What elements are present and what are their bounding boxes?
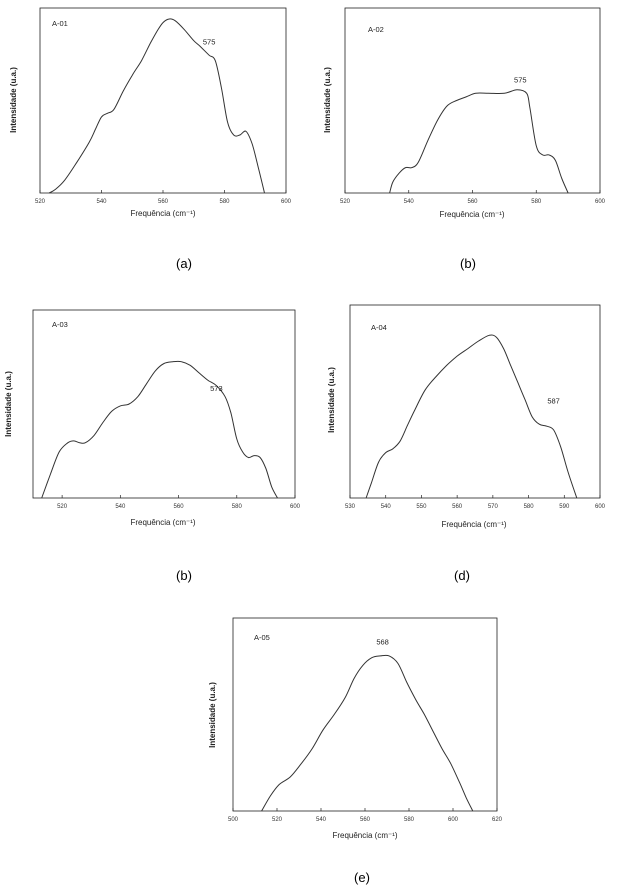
- y-axis-title: Intensidade (u.a.): [323, 67, 332, 133]
- panel-label: A-03: [52, 320, 68, 329]
- x-tick-label: 580: [231, 504, 242, 510]
- x-ticks: [228, 808, 503, 823]
- peak-annotation: 568: [376, 637, 389, 647]
- x-tick-label: 600: [280, 199, 292, 205]
- x-tick-label: 520: [34, 199, 46, 205]
- plot-frame: [33, 310, 295, 498]
- chart-panel-a04: [327, 305, 606, 583]
- peak-annotation: 575: [202, 37, 216, 47]
- x-tick-label: 600: [289, 504, 301, 510]
- x-tick-label: 560: [173, 504, 184, 510]
- x-ticks: [57, 495, 301, 510]
- x-axis-title: Frequência (cm⁻¹): [130, 209, 196, 218]
- figure-caption: (e): [354, 870, 370, 885]
- chart-panel-a05: [208, 618, 503, 885]
- panel-label: A-05: [254, 633, 270, 642]
- x-tick-label: 580: [531, 199, 542, 205]
- panel-label: A-01: [52, 19, 68, 28]
- spectrum-line: [49, 19, 264, 193]
- y-axis-title: Intensidade (u.a.): [327, 367, 336, 433]
- x-tick-label: 560: [452, 504, 463, 510]
- x-tick-label: 600: [447, 817, 459, 823]
- figure-caption: (d): [454, 568, 470, 583]
- spectrum-line: [366, 335, 577, 498]
- x-tick-label: 550: [416, 504, 427, 510]
- x-ticks: [35, 190, 292, 205]
- plot-frame: [345, 8, 600, 193]
- x-axis-title: Frequência (cm⁻¹): [130, 518, 196, 527]
- x-tick-label: 540: [315, 817, 327, 823]
- x-tick-label: 540: [96, 199, 107, 205]
- y-axis-title: Intensidade (u.a.): [4, 371, 13, 437]
- peak-annotation: 587: [547, 396, 560, 406]
- y-axis-title: Intensidade (u.a.): [9, 67, 18, 133]
- x-tick-label: 600: [594, 504, 606, 510]
- x-tick-label: 570: [487, 504, 498, 510]
- panel-label: A-02: [368, 25, 384, 34]
- x-tick-label: 580: [219, 199, 230, 205]
- spectrum-line: [42, 361, 278, 498]
- x-tick-label: 560: [359, 817, 371, 823]
- chart-panel-a01: [9, 8, 292, 271]
- plot-frame: [40, 8, 286, 193]
- x-tick-label: 580: [403, 817, 415, 823]
- peak-annotation: 575: [514, 75, 527, 85]
- x-tick-label: 560: [467, 199, 478, 205]
- x-tick-label: 620: [491, 817, 503, 823]
- x-tick-label: 600: [594, 199, 606, 205]
- figure-caption: (b): [460, 256, 476, 271]
- figure-caption: (a): [176, 256, 192, 271]
- plot-frame: [350, 305, 600, 498]
- y-axis-title: Intensidade (u.a.): [208, 682, 217, 748]
- x-tick-label: 590: [559, 504, 570, 510]
- x-ticks: [345, 495, 606, 510]
- x-tick-label: 520: [57, 504, 68, 510]
- figure-caption: (b): [176, 568, 192, 583]
- x-tick-label: 560: [157, 199, 169, 205]
- chart-panel-a03: [4, 310, 301, 583]
- panel-label: A-04: [371, 323, 387, 332]
- x-tick-label: 580: [523, 504, 534, 510]
- x-tick-label: 530: [344, 504, 356, 510]
- chart-panel-a02: [323, 8, 606, 271]
- spectrum-line: [262, 655, 473, 811]
- spectrum-line: [390, 90, 568, 193]
- x-axis-title: Frequência (cm⁻¹): [439, 210, 505, 219]
- x-tick-label: 540: [403, 199, 414, 205]
- x-tick-label: 500: [227, 817, 239, 823]
- plot-frame: [233, 618, 497, 811]
- x-tick-label: 540: [115, 504, 126, 510]
- x-tick-label: 520: [271, 817, 283, 823]
- x-tick-label: 520: [339, 199, 351, 205]
- x-tick-label: 540: [380, 504, 391, 510]
- x-axis-title: Frequência (cm⁻¹): [332, 831, 398, 840]
- peak-annotation: 573: [210, 384, 223, 394]
- x-ticks: [340, 190, 606, 205]
- x-axis-title: Frequência (cm⁻¹): [441, 520, 507, 529]
